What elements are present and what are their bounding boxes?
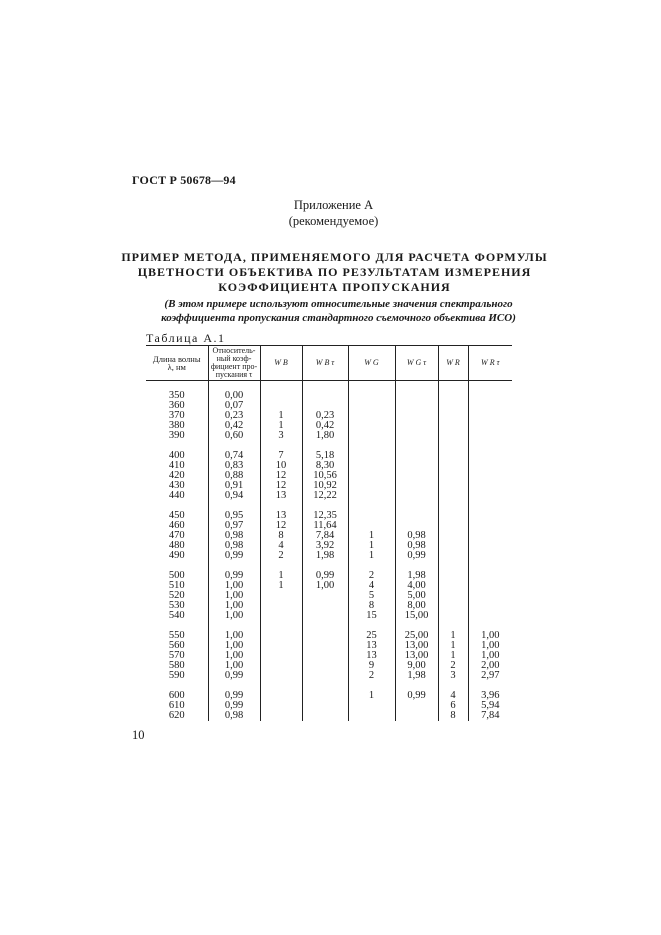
cell-wavelength: 520 [168,590,185,601]
cell-wr [438,581,468,591]
cell-wr [438,541,468,551]
cell-wr [438,391,468,401]
cell-tau: 0,60 [208,431,260,441]
cell-wrt: 7,84 [468,711,512,721]
cell-wb [260,711,302,721]
cell-wgt [395,391,438,401]
cell-wgt: 15,00 [395,611,438,621]
cell-wb [260,691,302,701]
cell-wr [438,531,468,541]
cell-wbt [302,661,348,671]
cell-wbt: 1,80 [302,431,348,441]
cell-tau: 0,42 [208,421,260,431]
cell-wg: 9 [348,661,395,671]
cell-wg: 8 [348,601,395,611]
cell-wrt [468,421,512,431]
spacer-cell [468,561,512,571]
cell-wrt: 2,97 [468,671,512,681]
cell-wbt: 12,35 [302,511,348,521]
cell-wb [260,671,302,681]
cell-tau: 0,98 [208,541,260,551]
cell-wr [438,461,468,471]
cell-wbt: 0,42 [302,421,348,431]
cell-wavelength: 490 [168,550,185,561]
cell-wg: 13 [348,641,395,651]
cell-wg: 1 [348,551,395,561]
table-row [146,661,512,671]
cell-wgt: 13,00 [395,651,438,661]
cell-wgt: 0,98 [395,531,438,541]
spacer-cell [302,681,348,691]
cell-wbt: 5,18 [302,451,348,461]
cell-wr [438,481,468,491]
cell-tau: 0,99 [208,551,260,561]
spacer-cell [395,501,438,511]
cell-wavelength: 500 [168,570,185,581]
cell-wbt [302,711,348,721]
cell-wg: 2 [348,671,395,681]
cell-wg: 1 [348,541,395,551]
cell-wb: 12 [260,471,302,481]
cell-wg: 25 [348,631,395,641]
table-row [146,391,512,401]
cell-wgt [395,431,438,441]
cell-wg [348,461,395,471]
cell-wrt: 1,00 [468,631,512,641]
cell-wgt: 25,00 [395,631,438,641]
cell-wgt [395,711,438,721]
cell-wr [438,431,468,441]
cell-tau: 0,23 [208,411,260,421]
appendix-status: (рекомендуемое) [288,214,379,228]
cell-wg [348,711,395,721]
cell-wgt [395,401,438,411]
cell-wg [348,511,395,521]
cell-wg: 1 [348,691,395,701]
cell-wb: 7 [260,451,302,461]
cell-wg [348,701,395,711]
spacer-cell [438,381,468,392]
cell-wavelength: 410 [168,460,185,471]
cell-tau: 1,00 [208,591,260,601]
cell-wgt: 4,00 [395,581,438,591]
cell-tau: 0,07 [208,401,260,411]
header-wb: W B [260,346,302,381]
cell-wavelength: 530 [168,600,185,611]
table-spacer-row [146,381,512,392]
cell-wavelength: 620 [168,710,185,721]
cell-wavelength: 540 [168,610,185,621]
cell-wavelength: 400 [168,450,185,461]
cell-tau: 0,99 [208,671,260,681]
header-wavelength: Длина волны λ, нм [146,346,208,381]
spacer-cell [438,561,468,571]
cell-wgt [395,471,438,481]
cell-wg [348,491,395,501]
cell-wr [438,591,468,601]
cell-wrt [468,541,512,551]
cell-wr: 1 [438,641,468,651]
header-wgt: W G τ [395,346,438,381]
cell-wr [438,521,468,531]
cell-wavelength: 510 [168,580,185,591]
cell-wr: 8 [438,711,468,721]
cell-wavelength: 470 [168,530,185,541]
cell-wrt [468,581,512,591]
cell-wb: 1 [260,421,302,431]
header-wr: W R [438,346,468,381]
cell-wbt: 0,23 [302,411,348,421]
cell-wb: 12 [260,481,302,491]
cell-tau: 0,97 [208,521,260,531]
cell-wr [438,611,468,621]
cell-wavelength: 370 [168,410,185,421]
cell-wrt: 1,00 [468,651,512,661]
cell-wb [260,591,302,601]
cell-wrt: 2,00 [468,661,512,671]
cell-wr [438,571,468,581]
cell-wgt [395,511,438,521]
table-header-row [146,346,512,381]
header-wrt: W R τ [468,346,512,381]
cell-wb: 10 [260,461,302,471]
cell-wavelength: 440 [168,490,185,501]
cell-wr [438,491,468,501]
cell-wrt [468,591,512,601]
cell-wr [438,511,468,521]
spacer-cell [468,501,512,511]
cell-wbt: 3,92 [302,541,348,551]
cell-wr: 1 [438,651,468,661]
cell-wrt [468,451,512,461]
cell-tau: 0,99 [208,571,260,581]
cell-wgt [395,461,438,471]
cell-wb [260,611,302,621]
header-wbt: W B τ [302,346,348,381]
cell-wb [260,651,302,661]
table-row [146,631,512,641]
cell-wg: 13 [348,651,395,661]
cell-wbt [302,591,348,601]
cell-wrt [468,461,512,471]
cell-wb [260,661,302,671]
spacer-cell [348,381,395,392]
cell-wg [348,411,395,421]
spacer-cell [260,681,302,691]
cell-wavelength: 570 [168,650,185,661]
cell-tau: 1,00 [208,631,260,641]
spacer-cell [395,441,438,451]
standard-header: ГОСТ Р 50678—94 [132,173,236,187]
table-row [146,431,512,441]
data-table [146,345,512,721]
cell-wb [260,601,302,611]
cell-wrt [468,411,512,421]
table-body [146,381,512,722]
header-wg: W G [348,346,395,381]
cell-tau: 1,00 [208,651,260,661]
cell-wavelength: 580 [168,660,185,671]
cell-wbt: 10,56 [302,471,348,481]
cell-wbt [302,641,348,651]
table-row [146,591,512,601]
cell-wrt [468,601,512,611]
cell-wgt: 1,98 [395,571,438,581]
table-row [146,551,512,561]
cell-wrt [468,431,512,441]
spacer-cell [468,381,512,392]
cell-wb: 8 [260,531,302,541]
page-number: 10 [132,728,145,742]
cell-wgt [395,421,438,431]
cell-wb: 12 [260,521,302,531]
cell-wr [438,601,468,611]
cell-wbt [302,651,348,661]
table-row [146,491,512,501]
cell-wr [438,551,468,561]
cell-wavelength: 610 [168,700,185,711]
cell-wgt: 13,00 [395,641,438,651]
cell-wb: 13 [260,511,302,521]
cell-wbt: 7,84 [302,531,348,541]
appendix-label: Приложение А [293,198,374,212]
spacer-cell [348,501,395,511]
cell-tau: 0,94 [208,491,260,501]
table-caption: Таблица А.1 [146,331,226,345]
cell-wavelength: 420 [168,470,185,481]
cell-wrt: 1,00 [468,641,512,651]
cell-wb: 1 [260,571,302,581]
cell-wg [348,451,395,461]
cell-tau: 0,88 [208,471,260,481]
cell-wavelength: 550 [168,630,185,641]
cell-wrt [468,481,512,491]
cell-wg [348,421,395,431]
cell-wbt: 8,30 [302,461,348,471]
table-row [146,691,512,701]
cell-wg [348,391,395,401]
cell-wbt [302,611,348,621]
cell-wbt: 0,99 [302,571,348,581]
cell-wrt: 3,96 [468,691,512,701]
cell-tau: 0,99 [208,691,260,701]
cell-wgt: 8,00 [395,601,438,611]
cell-wgt [395,491,438,501]
cell-wb: 4 [260,541,302,551]
header-tau: Относитель-ный коэф-фициент про-пускания τ [208,346,260,381]
cell-wb [260,631,302,641]
cell-wbt: 12,22 [302,491,348,501]
spacer-cell [395,381,438,392]
table-row [146,671,512,681]
cell-wbt: 10,92 [302,481,348,491]
table-row [146,601,512,611]
title-line-2: ЦВЕТНОСТИ ОБЪЕКТИВА ПО РЕЗУЛЬТАТАМ ИЗМЕРЕНИЯ [137,265,532,279]
cell-wbt [302,391,348,401]
cell-wavelength: 590 [168,670,185,681]
cell-wrt [468,521,512,531]
cell-wrt [468,511,512,521]
table-spacer-row [146,681,512,691]
cell-wg [348,481,395,491]
table-row [146,651,512,661]
cell-wb: 1 [260,411,302,421]
title-line-1: ПРИМЕР МЕТОДА, ПРИМЕНЯЕМОГО ДЛЯ РАСЧЕТА ФОРМУЛЫ [121,250,548,264]
cell-wavelength: 430 [168,480,185,491]
cell-wr: 2 [438,661,468,671]
cell-wavelength: 450 [168,510,185,521]
cell-wb [260,641,302,651]
cell-wg [348,401,395,411]
cell-tau: 0,99 [208,701,260,711]
cell-tau: 0,98 [208,711,260,721]
table-row [146,701,512,711]
cell-wbt [302,671,348,681]
spacer-cell [302,381,348,392]
cell-wr [438,451,468,461]
cell-wg: 4 [348,581,395,591]
cell-wb [260,701,302,711]
cell-wavelength: 350 [168,390,185,401]
cell-tau: 1,00 [208,641,260,651]
cell-wgt: 5,00 [395,591,438,601]
cell-wavelength: 560 [168,640,185,651]
spacer-cell [438,501,468,511]
cell-wgt [395,701,438,711]
spacer-cell [260,621,302,631]
cell-wavelength: 380 [168,420,185,431]
cell-tau: 0,74 [208,451,260,461]
cell-wgt: 0,99 [395,551,438,561]
cell-wrt [468,571,512,581]
cell-wbt: 1,00 [302,581,348,591]
cell-tau: 1,00 [208,601,260,611]
cell-wg: 15 [348,611,395,621]
cell-tau: 1,00 [208,581,260,591]
cell-tau: 1,00 [208,661,260,671]
cell-wavelength: 360 [168,400,185,411]
spacer-cell [438,441,468,451]
cell-wg [348,431,395,441]
cell-wbt: 11,64 [302,521,348,531]
cell-wbt: 1,98 [302,551,348,561]
cell-wavelength: 460 [168,520,185,531]
cell-wavelength: 600 [168,690,185,701]
cell-wr: 6 [438,701,468,711]
cell-tau: 0,98 [208,531,260,541]
cell-wg: 2 [348,571,395,581]
cell-wgt: 0,98 [395,541,438,551]
note-line-2: коэффициента пропускания стандартного съемочного объектива ИСО) [161,312,516,324]
cell-wgt [395,411,438,421]
table-spacer-row [146,621,512,631]
cell-wbt [302,601,348,611]
cell-wrt [468,471,512,481]
cell-wrt [468,391,512,401]
cell-wbt [302,701,348,711]
cell-wgt [395,451,438,461]
cell-tau: 1,00 [208,611,260,621]
cell-tau: 0,00 [208,391,260,401]
cell-wr: 1 [438,631,468,641]
cell-wgt: 0,99 [395,691,438,701]
spacer-cell [468,441,512,451]
cell-wrt [468,611,512,621]
cell-wgt [395,481,438,491]
cell-wgt: 9,00 [395,661,438,671]
cell-tau: 0,91 [208,481,260,491]
cell-wb: 1 [260,581,302,591]
cell-wb: 13 [260,491,302,501]
cell-wrt [468,551,512,561]
cell-wrt [468,491,512,501]
cell-wr [438,421,468,431]
spacer-cell [260,381,302,392]
cell-wb [260,391,302,401]
cell-wavelength: 390 [168,430,185,441]
spacer-cell [348,441,395,451]
cell-wbt [302,691,348,701]
table-row [146,611,512,621]
cell-wb: 3 [260,431,302,441]
table-row [146,711,512,721]
note-line-1: (В этом примере используют относительные значения спектрального [164,298,513,310]
table-row [146,581,512,591]
cell-wr [438,411,468,421]
spacer-cell [302,621,348,631]
table-row [146,641,512,651]
cell-wbt [302,631,348,641]
cell-wg: 5 [348,591,395,601]
title-line-3: КОЭФФИЦИЕНТА ПРОПУСКАНИЯ [218,280,451,294]
cell-wgt: 1,98 [395,671,438,681]
cell-wg: 1 [348,531,395,541]
cell-tau: 0,83 [208,461,260,471]
cell-wavelength: 480 [168,540,185,551]
cell-wr: 4 [438,691,468,701]
cell-wr [438,401,468,411]
cell-wrt [468,531,512,541]
cell-wg [348,471,395,481]
cell-tau: 0,95 [208,511,260,521]
cell-wrt [468,401,512,411]
cell-wr: 3 [438,671,468,681]
cell-wb: 2 [260,551,302,561]
cell-wrt: 5,94 [468,701,512,711]
cell-wr [438,471,468,481]
